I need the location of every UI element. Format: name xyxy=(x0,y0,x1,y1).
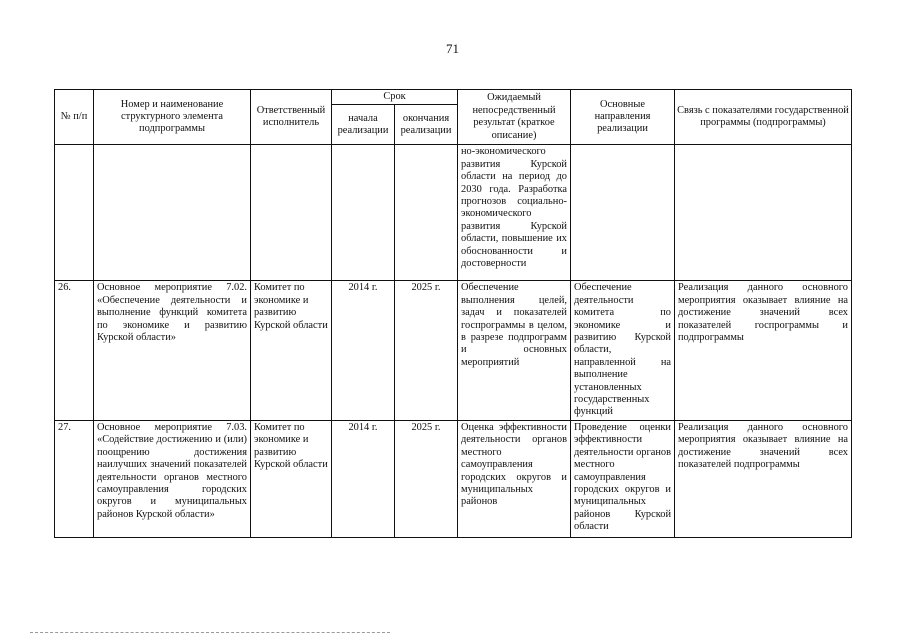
row-num xyxy=(55,145,94,281)
row-directions: Обеспечение деятельности комитета по экономике и развитию Курской области, направленной на выполнение установленных государственных функций xyxy=(571,281,675,420)
row-end: 2025 г. xyxy=(395,420,458,537)
row-directions xyxy=(571,145,675,281)
header-responsible: Ответственный исполнитель xyxy=(251,90,332,145)
row-end xyxy=(395,145,458,281)
subprogram-table xyxy=(54,89,852,538)
header-name: Номер и наименование структурного элемента подпрограммы xyxy=(94,90,251,145)
row-name: Основное мероприятие 7.03. «Содействие достижению и (или) поощрению достижения наилучших значений показателей деятельности органов местного самоуправления городских округов и муниципальных районов Курской области» xyxy=(94,420,251,537)
row-result: Оценка эффективности деятельности органов местного самоуправления городских округов и муниципальных районов xyxy=(458,420,571,537)
header-start: начала реализации xyxy=(332,105,395,145)
table-row xyxy=(55,281,852,420)
row-num: 26. xyxy=(55,281,94,420)
header-directions: Основные направления реализации xyxy=(571,90,675,145)
page-number: 71 xyxy=(446,41,459,56)
header-link: Связь с показателями государственной программы (подпрограммы) xyxy=(675,90,852,145)
scan-artifact-line xyxy=(30,632,390,634)
row-start: 2014 г. xyxy=(332,420,395,537)
header-num: № п/п xyxy=(55,90,94,145)
row-link: Реализация данного основного мероприятия оказывает влияние на достижение значений всех показателей подпрограммы xyxy=(675,420,852,537)
header-end: окончания реализации xyxy=(395,105,458,145)
row-name: Основное мероприятие 7.02. «Обеспечение деятельности и выполнение функций комитета по экономике и развитию Курской области» xyxy=(94,281,251,420)
table-row xyxy=(55,145,852,281)
row-directions: Проведение оценки эффективности деятельности органов местного самоуправления городских округов и муниципальных районов Курской области xyxy=(571,420,675,537)
row-link xyxy=(675,145,852,281)
row-responsible: Комитет по экономике и развитию Курской области xyxy=(251,281,332,420)
header-result: Ожидаемый непосредственный результат (краткое описание) xyxy=(458,90,571,145)
table-row xyxy=(55,420,852,537)
header-term: Срок xyxy=(332,90,458,105)
row-result: но-экономического развития Курской области на период до 2030 года. Разработка прогнозов социально-экономического развития Курской области, повышение их обоснованности и достоверности xyxy=(458,145,571,281)
row-link: Реализация данного основного мероприятия оказывает влияние на достижение значений всех показателей госпрограммы и подпрограммы xyxy=(675,281,852,420)
row-result: Обеспечение выполнения целей, задач и показателей госпрограммы в целом, в разрезе подпрограмм и основных мероприятий xyxy=(458,281,571,420)
row-responsible: Комитет по экономике и развитию Курской области xyxy=(251,420,332,537)
row-end: 2025 г. xyxy=(395,281,458,420)
row-start: 2014 г. xyxy=(332,281,395,420)
row-responsible xyxy=(251,145,332,281)
row-name xyxy=(94,145,251,281)
row-start xyxy=(332,145,395,281)
row-num: 27. xyxy=(55,420,94,537)
